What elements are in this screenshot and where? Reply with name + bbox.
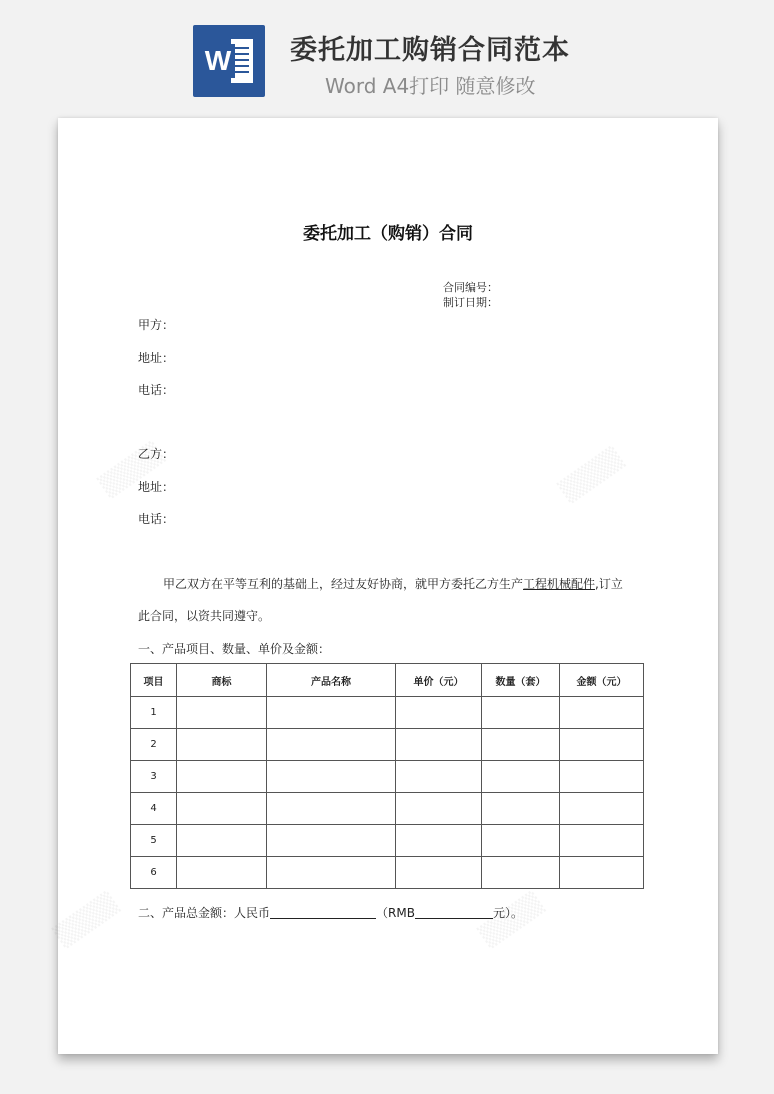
table-cell[interactable]	[560, 697, 644, 729]
header-quantity: 数量（套）	[482, 664, 560, 697]
table-cell[interactable]	[177, 793, 267, 825]
table-cell[interactable]	[396, 697, 482, 729]
table-cell[interactable]	[560, 793, 644, 825]
table-row	[131, 793, 644, 825]
table-cell[interactable]	[177, 729, 267, 761]
row-index: 4	[131, 793, 177, 825]
word-icon-letter: W	[201, 44, 235, 78]
table-cell[interactable]	[396, 729, 482, 761]
header-unit-price: 单价（元）	[396, 664, 482, 697]
section2-suffix: 元）。	[492, 906, 523, 920]
rmb-amount-blank[interactable]	[270, 906, 376, 919]
table-cell[interactable]	[267, 697, 396, 729]
banner-title: 委托加工购销合同范本	[290, 35, 570, 66]
table-row	[131, 857, 644, 889]
intro-paragraph-line2: 此合同，以资共同遵守。	[138, 609, 271, 623]
party-a-phone-label: 电话：	[138, 383, 175, 397]
section1-title: 一、产品项目、数量、单价及金额：	[138, 642, 331, 656]
table-cell[interactable]	[482, 761, 560, 793]
party-a-address-label: 地址：	[138, 351, 175, 365]
intro-text-end: ,订立	[595, 577, 623, 591]
row-index: 5	[131, 825, 177, 857]
table-cell[interactable]	[560, 825, 644, 857]
table-row	[131, 729, 644, 761]
table-cell[interactable]	[177, 697, 267, 729]
header-brand: 商标	[177, 664, 267, 697]
sign-date-label: 制订日期：	[443, 296, 498, 309]
contract-number-label: 合同编号：	[443, 281, 498, 294]
party-b-label: 乙方：	[138, 447, 175, 461]
document-page	[58, 118, 718, 1054]
row-index: 3	[131, 761, 177, 793]
table-cell[interactable]	[267, 729, 396, 761]
intro-text: 甲乙双方在平等互利的基础上，经过友好协商，就甲方委托乙方生产	[163, 577, 524, 591]
watermark	[557, 446, 627, 505]
document-title: 委托加工（购销）合同	[303, 224, 473, 244]
table-cell[interactable]	[560, 761, 644, 793]
intro-product: 工程机械配件	[523, 577, 596, 591]
table-cell[interactable]	[267, 825, 396, 857]
table-cell[interactable]	[177, 825, 267, 857]
table-cell[interactable]	[396, 857, 482, 889]
table-cell[interactable]	[396, 825, 482, 857]
table-cell[interactable]	[560, 857, 644, 889]
table-cell[interactable]	[482, 697, 560, 729]
party-b-address-label: 地址：	[138, 480, 175, 494]
product-table	[130, 663, 644, 889]
table-cell[interactable]	[396, 761, 482, 793]
word-icon	[193, 25, 265, 97]
section2-total-amount	[138, 904, 523, 921]
row-index: 6	[131, 857, 177, 889]
table-cell[interactable]	[396, 793, 482, 825]
party-a-label: 甲方：	[138, 318, 175, 332]
table-cell[interactable]	[177, 761, 267, 793]
intro-paragraph	[163, 575, 623, 592]
row-index: 2	[131, 729, 177, 761]
section2-mid: （RMB	[376, 906, 415, 920]
table-cell[interactable]	[267, 793, 396, 825]
watermark	[52, 891, 122, 950]
usd-amount-blank[interactable]	[415, 906, 493, 919]
table-row	[131, 697, 644, 729]
table-cell[interactable]	[482, 857, 560, 889]
table-cell[interactable]	[267, 761, 396, 793]
table-cell[interactable]	[482, 729, 560, 761]
row-index: 1	[131, 697, 177, 729]
section2-prefix: 二、产品总金额：人民币	[138, 906, 271, 920]
banner-subtitle: Word A4打印 随意修改	[325, 74, 536, 98]
table-header-row	[131, 664, 644, 697]
table-row	[131, 825, 644, 857]
table-cell[interactable]	[177, 857, 267, 889]
table-row	[131, 761, 644, 793]
header-product-name: 产品名称	[267, 664, 396, 697]
header-amount: 金额（元）	[560, 664, 644, 697]
table-cell[interactable]	[482, 793, 560, 825]
table-cell[interactable]	[560, 729, 644, 761]
table-cell[interactable]	[267, 857, 396, 889]
banner-header	[0, 0, 774, 110]
header-item: 项目	[131, 664, 177, 697]
party-b-phone-label: 电话：	[138, 512, 175, 526]
table-cell[interactable]	[482, 825, 560, 857]
